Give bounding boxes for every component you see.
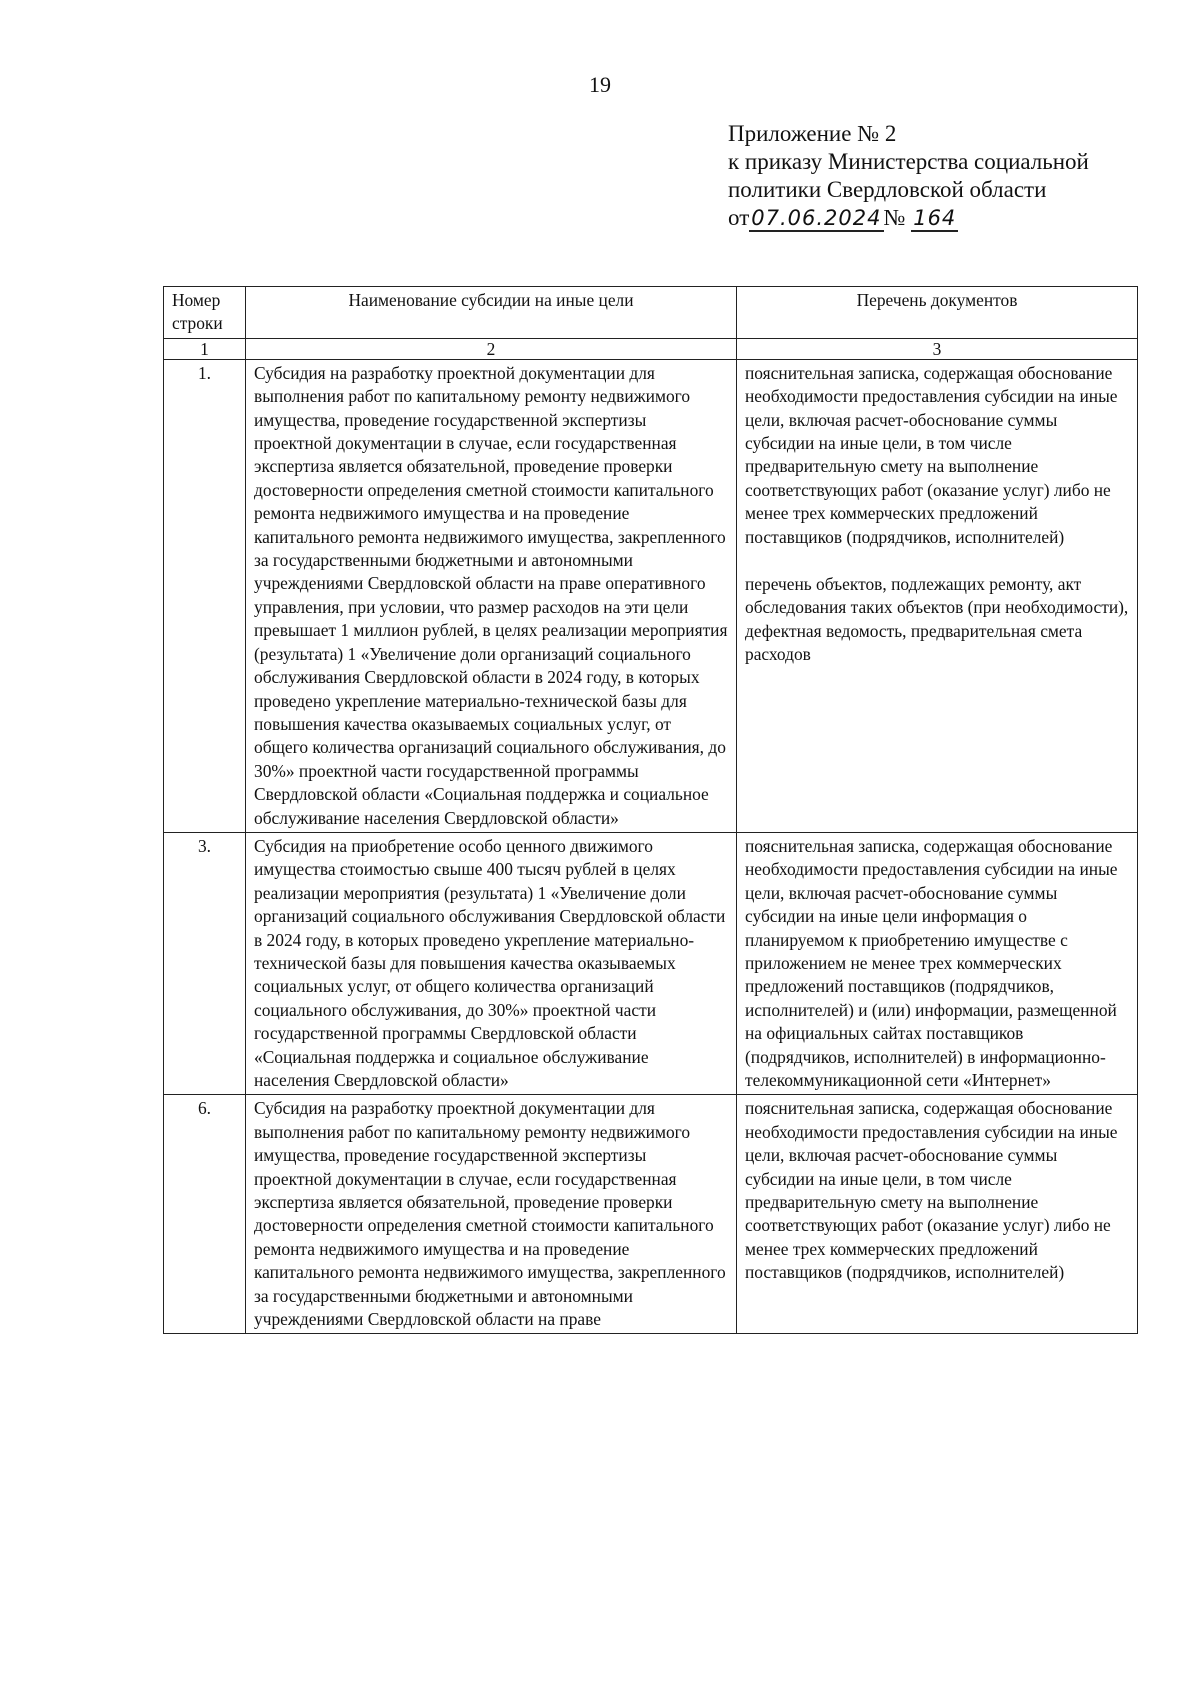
handwritten-date: 07.06.2024	[751, 206, 882, 230]
header-subsidy-name: Наименование субсидии на иные цели	[246, 287, 737, 339]
appendix-date-line	[728, 204, 1089, 232]
number-prefix: №	[883, 205, 906, 230]
column-index: 3	[737, 338, 1138, 359]
subsidy-name: Субсидия на разработку проектной документации для выполнения работ по капитальному ремонту недвижимого имущества, проведение государственной экспертизы проектной документации в случае, если государственная экспертиза является обязательной, проведение проверки достоверности определения сметной стоимости капитального ремонта недвижимого имущества и на проведение капитального ремонта недвижимого имущества, закрепленного за государственными бюджетными и автономными учреждениями Свердловской области на праве оперативного управления, при условии, что размер расходов на эти цели превышает 1 миллион рублей, в целях реализации мероприятия (результата) 1 «Увеличение доли организаций социального обслуживания Свердловской области в 2024 году, в которых проведено укрепление материально-технической базы для повышения качества оказываемых социальных услуг, от общего количества организаций социального обслуживания, до 30%» проектной части государственной программы Свердловской области «Социальная поддержка и социальное обслуживание населения Свердловской области»	[246, 359, 737, 832]
row-number: 3.	[164, 832, 246, 1094]
row-number: 1.	[164, 359, 246, 832]
row-number: 6.	[164, 1095, 246, 1334]
appendix-title: Приложение № 2	[728, 121, 897, 146]
document-item: пояснительная записка, содержащая обоснование необходимости предоставления субсидии на иные цели, включая расчет-обоснование суммы субсидии на иные цели, в том числе предварительную смету на выполнение соответствующих работ (оказание услуг) либо не менее трех коммерческих предложений поставщиков (подрядчиков, исполнителей)	[745, 362, 1118, 547]
page-number: 19	[589, 72, 611, 97]
table-row	[164, 832, 1138, 1094]
appendix-order-line: к приказу Министерства социальной	[728, 149, 1089, 174]
appendix-header	[728, 120, 1089, 232]
header-documents: Перечень документов	[737, 287, 1138, 339]
column-index-row	[164, 338, 1138, 359]
table-header-row	[164, 287, 1138, 339]
date-prefix: от	[728, 205, 750, 230]
column-index: 2	[246, 338, 737, 359]
table-row	[164, 1095, 1138, 1334]
header-row-number: Номер строки	[164, 287, 246, 339]
subsidy-name: Субсидия на разработку проектной документации для выполнения работ по капитальному ремонту недвижимого имущества, проведение государственной экспертизы проектной документации в случае, если государственная экспертиза является обязательной, проведение проверки достоверности определения сметной стоимости капитального ремонта недвижимого имущества и на проведение капитального ремонта недвижимого имущества, закрепленного за государственными бюджетными и автономными учреждениями Свердловской области на праве	[246, 1095, 737, 1334]
handwritten-number: 164	[913, 206, 957, 230]
subsidy-table	[163, 286, 1138, 1334]
document-item: перечень объектов, подлежащих ремонту, акт обследования таких объектов (при необходимости), дефектная ведомость, предварительная смета расходов	[745, 574, 1129, 665]
document-item: пояснительная записка, содержащая обоснование необходимости предоставления субсидии на иные цели, включая расчет-обоснование суммы субсидии на иные цели информация о планируемом к приобретению имуществе с приложением не менее трех коммерческих предложений поставщиков (подрядчиков, исполнителей) и (или) информации, размещенной на официальных сайтах поставщиков (подрядчиков, исполнителей) в информационно-телекоммуникационной сети «Интернет»	[745, 835, 1118, 1090]
documents-list	[737, 832, 1138, 1094]
table-row	[164, 359, 1138, 832]
documents-list	[737, 359, 1138, 832]
appendix-ministry-line: политики Свердловской области	[728, 177, 1047, 202]
column-index: 1	[164, 338, 246, 359]
documents-list	[737, 1095, 1138, 1334]
document-item: пояснительная записка, содержащая обоснование необходимости предоставления субсидии на иные цели, включая расчет-обоснование суммы субсидии на иные цели, в том числе предварительную смету на выполнение соответствующих работ (оказание услуг) либо не менее трех коммерческих предложений поставщиков (подрядчиков, исполнителей)	[745, 1098, 1118, 1283]
subsidy-name: Субсидия на приобретение особо ценного движимого имущества стоимостью свыше 400 тысяч рублей в целях реализации мероприятия (результата) 1 «Увеличение доли организаций социального обслуживания Свердловской области в 2024 году, в которых проведено укрепление материально-технической базы для повышения качества оказываемых социальных услуг, от общего количества организаций социального обслуживания, до 30%» проектной части государственной программы Свердловской области «Социальная поддержка и социальное обслуживание населения Свердловской области»	[246, 832, 737, 1094]
